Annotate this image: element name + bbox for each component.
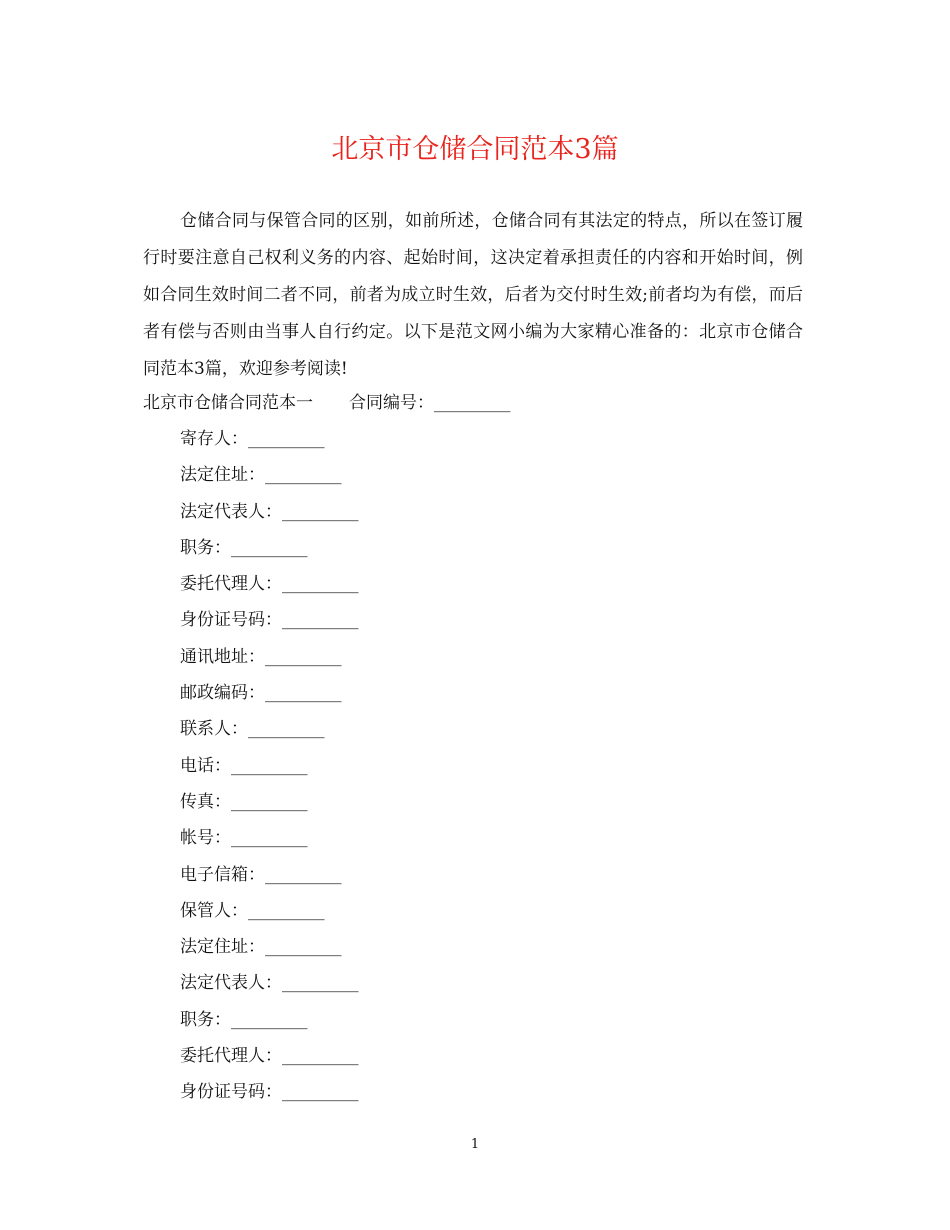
field-fax: 传真：_________ (180, 791, 308, 812)
document-title: 北京市仓储合同范本3篇 (331, 134, 619, 165)
field-position: 职务：_________ (180, 537, 308, 558)
field-authorized-agent: 委托代理人：_________ (180, 574, 359, 595)
field-legal-representative-2: 法定代表人：_________ (180, 973, 359, 994)
field-postal-code: 邮政编码：_________ (180, 683, 342, 704)
field-authorized-agent-2: 委托代理人：_________ (180, 1046, 359, 1067)
section-title: 北京市仓储合同范本一 (143, 393, 313, 413)
field-legal-address: 法定住址：_________ (180, 465, 342, 486)
field-mailing-address: 通讯地址：_________ (180, 646, 342, 667)
field-legal-address-2: 法定住址：_________ (180, 937, 342, 958)
field-phone: 电话：_________ (180, 755, 308, 776)
field-legal-representative: 法定代表人：_________ (180, 501, 359, 522)
field-custodian: 保管人：_________ (180, 900, 325, 921)
field-depositor: 寄存人：_________ (180, 429, 325, 449)
page-number: 1 (470, 1137, 480, 1152)
field-id-number: 身份证号码：_________ (180, 610, 359, 631)
field-email: 电子信箱：_________ (180, 864, 342, 885)
intro-paragraph: 仓储合同与保管合同的区别，如前所述，仓储合同有其法定的特点，所以在签订履行时要注意自己权利义务的内容、起始时间，这决定着承担责任的内容和开始时间，例如合同生效时间二者不同，前者为成立时生效，后者为交付时生效;前者均为有偿，而后者有偿与否则由当事人自行约定。以下是范文网小编为大家精心准备的：北京市仓储合同范本3篇，欢迎参考阅读! (143, 211, 803, 379)
section-header (143, 385, 803, 422)
field-position-2: 职务：_________ (180, 1009, 308, 1030)
party-fields-list (180, 421, 359, 1111)
field-account: 帐号：_________ (180, 828, 308, 849)
contract-number-field: 合同编号：_________ (349, 393, 511, 413)
field-contact-person: 联系人：_________ (180, 719, 325, 740)
field-id-number-2: 身份证号码：_________ (180, 1082, 359, 1103)
